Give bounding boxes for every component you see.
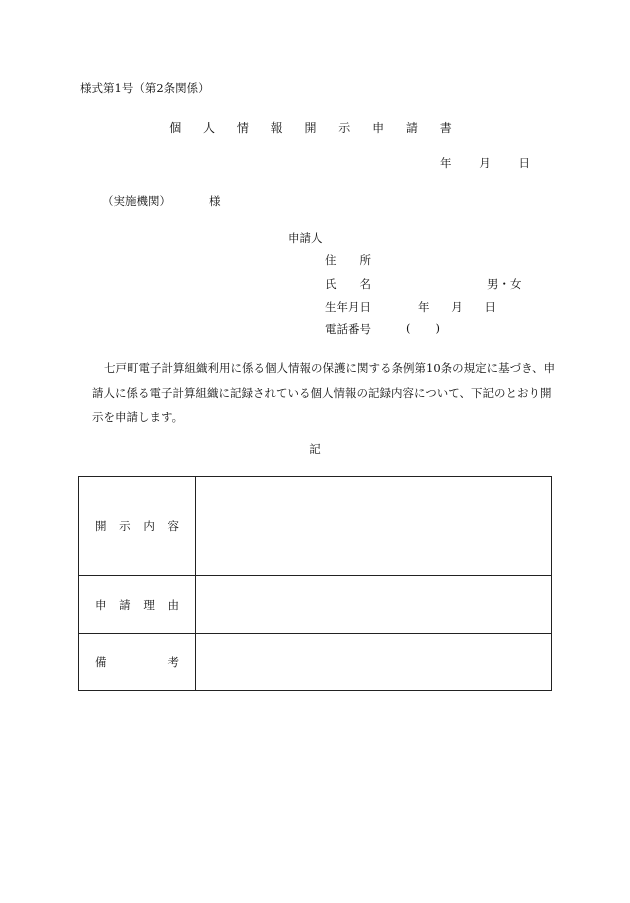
date-day: 日 <box>518 156 530 170</box>
request-reason-field[interactable] <box>196 576 552 634</box>
remarks-label: 備考 <box>95 655 179 669</box>
row-label-cell <box>79 477 196 576</box>
document-title: 個 人 情 報 開 示 申 請 書 <box>169 121 461 135</box>
date-month: 月 <box>479 156 491 170</box>
request-table <box>78 476 552 691</box>
name-label: 氏 名 <box>325 277 371 291</box>
phone-parentheses <box>406 321 440 335</box>
request-reason-label: 申請理由 <box>95 597 179 612</box>
remarks-field[interactable] <box>196 634 552 691</box>
gender-label: 男・女 <box>487 277 522 291</box>
addressee-agency: （実施機関） <box>102 194 171 208</box>
date-year: 年 <box>440 156 452 170</box>
table-row <box>79 576 552 634</box>
form-number: 様式第1号（第2条関係） <box>80 81 210 95</box>
row-label-cell <box>79 576 196 634</box>
paren-open: ( <box>406 321 411 335</box>
birth-day: 日 <box>484 300 496 314</box>
disclosure-content-field[interactable] <box>196 477 552 576</box>
table-row <box>79 634 552 691</box>
phone-label: 電話番号 <box>325 322 371 336</box>
birthdate-fields <box>418 299 496 315</box>
applicant-heading: 申請人 <box>288 231 323 245</box>
date-line <box>440 155 530 171</box>
disclosure-content-label: 開示内容 <box>95 519 179 533</box>
row-label-cell <box>79 634 196 691</box>
birthdate-label: 生年月日 <box>325 300 371 314</box>
table-row <box>79 477 552 576</box>
request-statement: 七戸町電子計算組織利用に係る個人情報の保護に関する条例第10条の規定に基づき、申請人に係る電子計算組織に記録されている個人情報の記録内容について、下記のとおり開示を申請します。 <box>92 361 556 424</box>
ki-heading: 記 <box>309 442 321 456</box>
birth-year: 年 <box>418 300 430 314</box>
address-label: 住 所 <box>325 253 371 267</box>
birth-month: 月 <box>451 300 463 314</box>
addressee-honorific: 様 <box>209 194 221 208</box>
paren-close: ) <box>435 321 440 335</box>
